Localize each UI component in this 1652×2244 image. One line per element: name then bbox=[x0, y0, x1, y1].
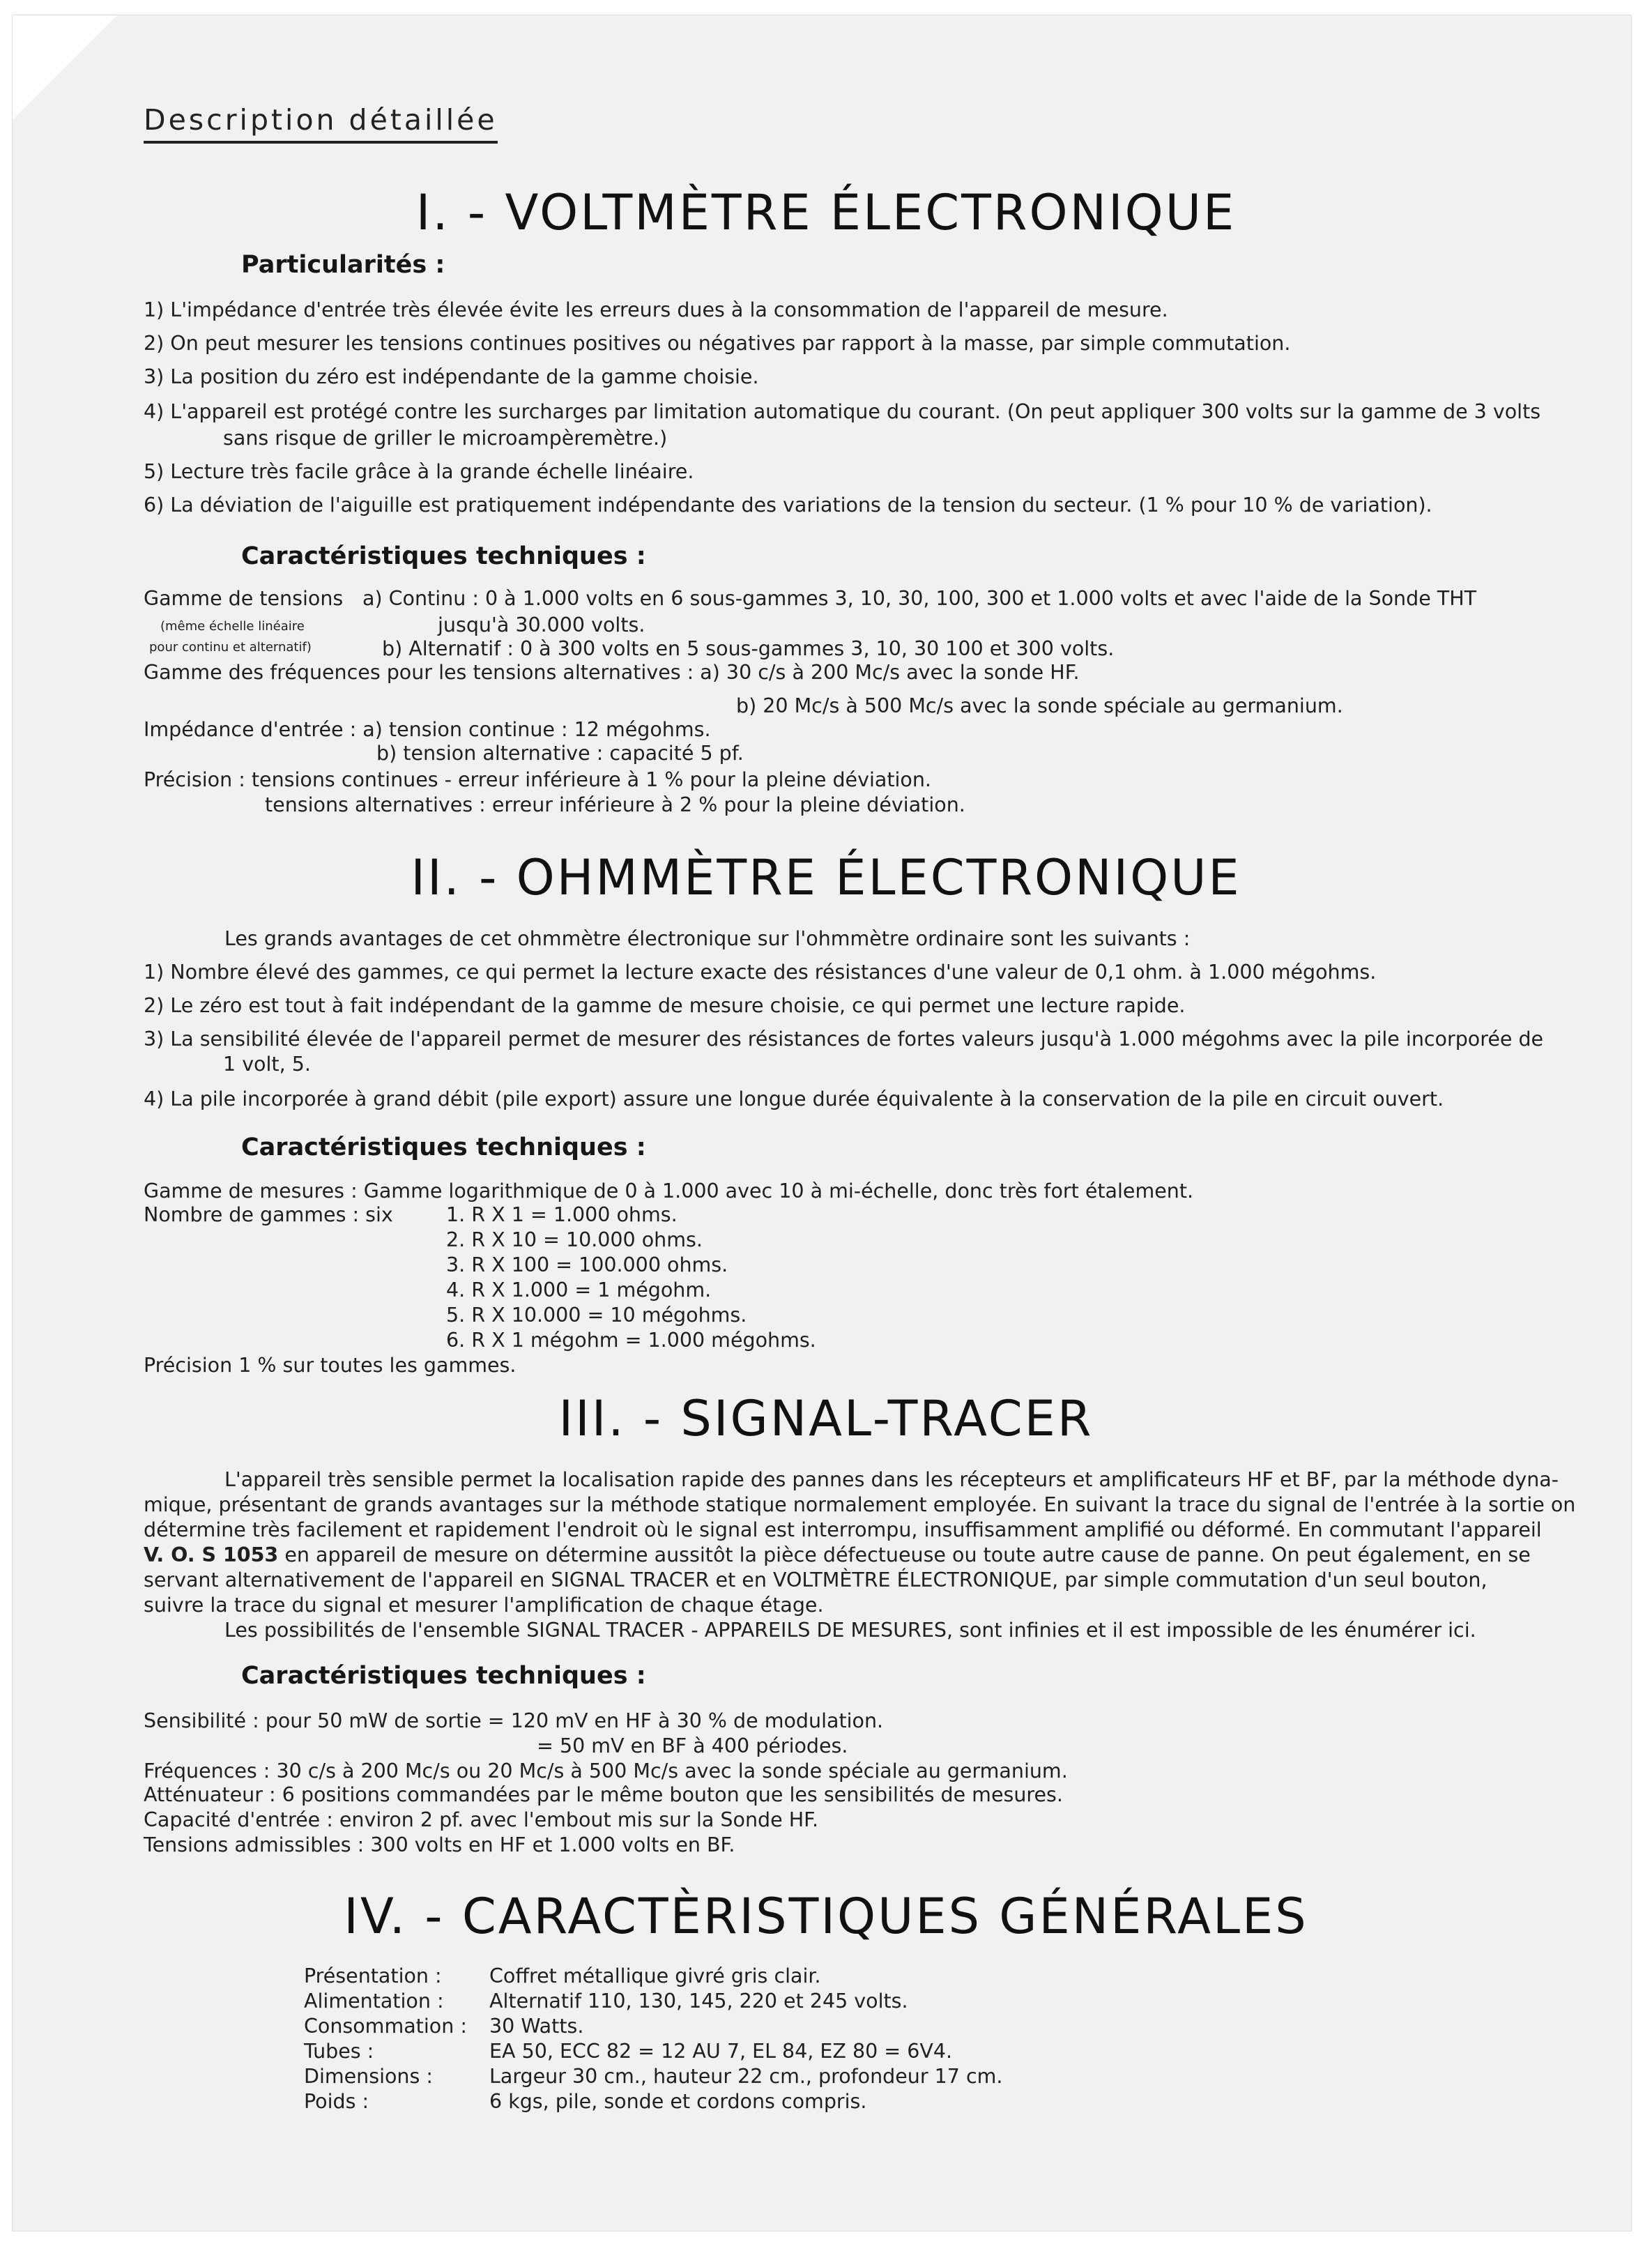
ohmmetre-intro: Les grands avantages de cet ohmmètre électronique sur l'ohmmètre ordinaire sont les suivants : bbox=[224, 927, 1191, 950]
ohmmetre-item-1: 1) Nombre élevé des gammes, ce qui permet la lecture exacte des résistances d'une valeur de 0,1 ohm. à 1.000 mégohms. bbox=[144, 961, 1377, 984]
signal-para-line-1: L'appareil très sensible permet la localisation rapide des pannes dans les récepteurs et amplificateurs HF et BF, par la méthode dyna- bbox=[224, 1468, 1559, 1491]
range-3: 3. R X 100 = 100.000 ohms. bbox=[446, 1253, 728, 1276]
general-value-alimentation: Alternatif 110, 130, 145, 220 et 245 volts. bbox=[489, 1990, 908, 2013]
general-label-presentation: Présentation : bbox=[304, 1964, 442, 1987]
voltmetre-item-6: 6) La déviation de l'aiguille est pratiquement indépendante des variations de la tension du secteur. (1 % pour 10 % de variation). bbox=[144, 494, 1432, 517]
section-title-general: IV. - CARACTÈRISTIQUES GÉNÉRALES bbox=[344, 1888, 1308, 1945]
voltmetre-tech-label: Caractéristiques techniques : bbox=[241, 542, 646, 570]
gamme-tensions-label: Gamme de tensions bbox=[144, 587, 344, 610]
signal-tech-capacite: Capacité d'entrée : environ 2 pf. avec l'embout mis sur la Sonde HF. bbox=[144, 1808, 819, 1831]
ohmmetre-precision: Précision 1 % sur toutes les gammes. bbox=[144, 1354, 517, 1377]
general-value-presentation: Coffret métallique givré gris clair. bbox=[489, 1964, 821, 1987]
gamme-note-1: (même échelle linéaire bbox=[160, 619, 305, 634]
particularites-label: Particularités : bbox=[241, 251, 445, 279]
voltmetre-item-3: 3) La position du zéro est indépendante de la gamme choisie. bbox=[144, 365, 759, 388]
range-2: 2. R X 10 = 10.000 ohms. bbox=[446, 1228, 703, 1251]
gamme-mesures: Gamme de mesures : Gamme logarithmique de 0 à 1.000 avec 10 à mi-échelle, donc très fort étalement. bbox=[144, 1180, 1194, 1203]
signal-tech-frequences: Fréquences : 30 c/s à 200 Mc/s ou 20 Mc/s à 500 Mc/s avec la sonde spéciale au germanium. bbox=[144, 1760, 1068, 1783]
continu-range-cont: jusqu'à 30.000 volts. bbox=[438, 613, 645, 636]
precision-line-2: tensions alternatives : erreur inférieure à 2 % pour la pleine déviation. bbox=[265, 793, 965, 816]
frequences-line-1: Gamme des fréquences pour les tensions alternatives : a) 30 c/s à 200 Mc/s avec la sonde HF. bbox=[144, 661, 1080, 684]
general-label-tubes: Tubes : bbox=[304, 2040, 374, 2063]
voltmetre-item-2: 2) On peut mesurer les tensions continues positives ou négatives par rapport à la masse, par simple commutation. bbox=[144, 332, 1291, 355]
signal-tech-tensions: Tensions admissibles : 300 volts en HF et 1.000 volts en BF. bbox=[144, 1833, 735, 1856]
impedance-line-2: b) tension alternative : capacité 5 pf. bbox=[376, 742, 744, 765]
signal-para-line-4: V. O. S 1053 en appareil de mesure on détermine aussitôt la pièce défectueuse ou toute autre cause de panne. On peut également, en se bbox=[144, 1543, 1531, 1566]
ohmmetre-item-3: 3) La sensibilité élevée de l'appareil permet de mesurer des résistances de fortes valeurs jusqu'à 1.000 mégohms avec la pile incorporée de bbox=[144, 1028, 1544, 1051]
ohmmetre-item-2: 2) Le zéro est tout à fait indépendant de la gamme de mesure choisie, ce qui permet une lecture rapide. bbox=[144, 994, 1186, 1017]
signal-para-line-7: Les possibilités de l'ensemble SIGNAL TRACER - APPAREILS DE MESURES, sont infinies et il est impossible de les énumérer ici. bbox=[224, 1619, 1476, 1642]
general-label-alimentation: Alimentation : bbox=[304, 1990, 444, 2013]
signal-para-line-6: suivre la trace du signal et mesurer l'amplification de chaque étage. bbox=[144, 1594, 824, 1617]
range-6: 6. R X 1 mégohm = 1.000 mégohms. bbox=[446, 1329, 816, 1352]
voltmetre-item-4-cont: sans risque de griller le microampèremètre.) bbox=[223, 427, 668, 450]
signal-para-line-5: servant alternativement de l'appareil en SIGNAL TRACER et en VOLTMÈTRE ÉLECTRONIQUE, par simple commutation d'un seul bouton, bbox=[144, 1568, 1487, 1592]
signal-para-line-3: détermine très facilement et rapidement l'endroit où le signal est interrompu, insuffisamment amplifié ou déformé. En commutant l'appareil bbox=[144, 1518, 1542, 1541]
frequences-line-2: b) 20 Mc/s à 500 Mc/s avec la sonde spéciale au germanium. bbox=[736, 694, 1343, 717]
general-value-consommation: 30 Watts. bbox=[489, 2015, 584, 2038]
document-heading: Description détaillée bbox=[144, 103, 498, 144]
ohmmetre-item-3-cont: 1 volt, 5. bbox=[223, 1053, 311, 1076]
ohmmetre-tech-label: Caractéristiques techniques : bbox=[241, 1134, 646, 1161]
general-value-poids: 6 kgs, pile, sonde et cordons compris. bbox=[489, 2090, 867, 2113]
impedance-line-1: Impédance d'entrée : a) tension continue : 12 mégohms. bbox=[144, 718, 711, 741]
range-1: 1. R X 1 = 1.000 ohms. bbox=[446, 1203, 678, 1226]
gamme-note-2: pour continu et alternatif) bbox=[149, 640, 312, 655]
range-4: 4. R X 1.000 = 1 mégohm. bbox=[446, 1279, 712, 1302]
general-value-dimensions: Largeur 30 cm., hauteur 22 cm., profondeur 17 cm. bbox=[489, 2065, 1003, 2088]
general-label-poids: Poids : bbox=[304, 2090, 369, 2113]
signal-tech-sensibilite: Sensibilité : pour 50 mW de sortie = 120 mV en HF à 30 % de modulation. bbox=[144, 1709, 884, 1732]
signal-tech-sensibilite-bf: = 50 mV en BF à 400 périodes. bbox=[537, 1734, 848, 1757]
section-title-voltmetre: I. - VOLTMÈTRE ÉLECTRONIQUE bbox=[415, 184, 1237, 241]
continu-range: a) Continu : 0 à 1.000 volts en 6 sous-gammes 3, 10, 30, 100, 300 et 1.000 volts et avec l'aide de la Sonde THT bbox=[362, 587, 1477, 610]
signal-tech-label: Caractéristiques techniques : bbox=[241, 1662, 646, 1690]
range-5: 5. R X 10.000 = 10 mégohms. bbox=[446, 1304, 747, 1327]
signal-tech-attenuateur: Atténuateur : 6 positions commandées par le même bouton que les sensibilités de mesures. bbox=[144, 1783, 1063, 1806]
general-label-consommation: Consommation : bbox=[304, 2015, 467, 2038]
model-number: V. O. S 1053 bbox=[144, 1543, 279, 1566]
voltmetre-item-5: 5) Lecture très facile grâce à la grande échelle linéaire. bbox=[144, 460, 694, 483]
signal-para-line-2: mique, présentant de grands avantages sur la méthode statique normalement employée. En suivant la trace du signal de l'entrée à la sortie on bbox=[144, 1493, 1576, 1516]
voltmetre-item-4: 4) L'appareil est protégé contre les surcharges par limitation automatique du courant. (On peut appliquer 300 volts sur la gamme de 3 volts bbox=[144, 400, 1541, 423]
general-value-tubes: EA 50, ECC 82 = 12 AU 7, EL 84, EZ 80 = 6V4. bbox=[489, 2040, 953, 2063]
voltmetre-item-1: 1) L'impédance d'entrée très élevée évite les erreurs dues à la consommation de l'appareil de mesure. bbox=[144, 298, 1168, 321]
ohmmetre-item-4: 4) La pile incorporée à grand débit (pile export) assure une longue durée équivalente à la conservation de la pile en circuit ouvert. bbox=[144, 1087, 1444, 1110]
alternatif-range: b) Alternatif : 0 à 300 volts en 5 sous-gammes 3, 10, 30 100 et 300 volts. bbox=[382, 637, 1115, 660]
nombre-gammes-label: Nombre de gammes : six bbox=[144, 1203, 393, 1226]
general-label-dimensions: Dimensions : bbox=[304, 2065, 433, 2088]
precision-line-1: Précision : tensions continues - erreur inférieure à 1 % pour la pleine déviation. bbox=[144, 768, 931, 791]
section-title-signal-tracer: III. - SIGNAL-TRACER bbox=[558, 1390, 1094, 1447]
section-title-ohmmetre: II. - OHMMÈTRE ÉLECTRONIQUE bbox=[411, 849, 1241, 906]
